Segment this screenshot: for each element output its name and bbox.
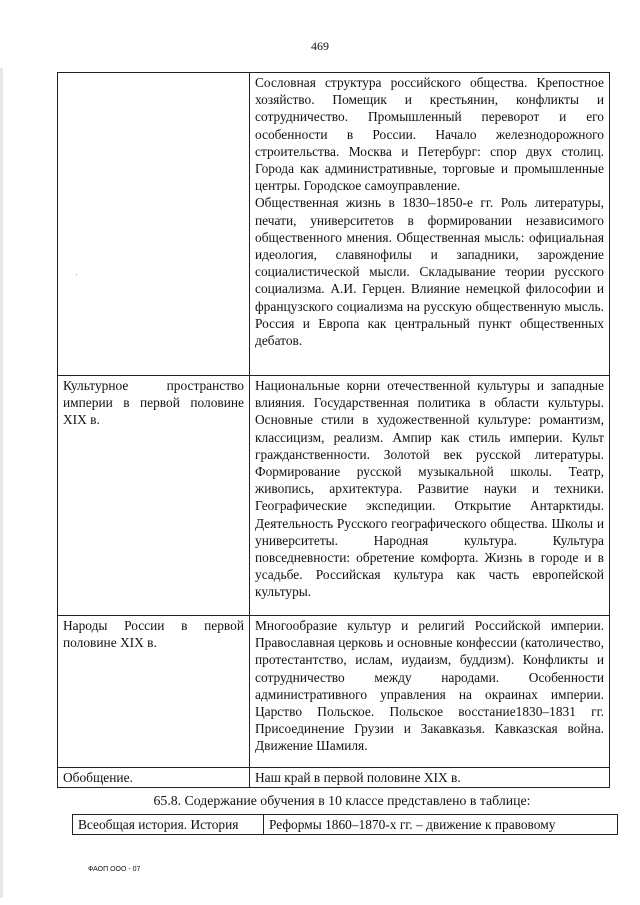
- next-table: [72, 814, 618, 835]
- content-paragraph: Многообразие культур и религий Российской империи. Православная церковь и основные конфессии (католичество, протестантство, ислам, иудаизм, буддизм). Конфликты и сотрудничество между народами. Особенности административного управления на окраинах империи. Царство Польское. Польское восстание1830–1831 гг. Присоединение Грузии и Закавказья. Кавказская война. Движение Шамиля.: [255, 618, 604, 754]
- table-row: [58, 768, 610, 788]
- table-row: [58, 616, 610, 768]
- table-row: [58, 376, 610, 616]
- content-cell: [250, 73, 610, 376]
- curriculum-table: [57, 72, 610, 788]
- content-cell: [250, 616, 610, 768]
- scan-edge: [0, 68, 3, 898]
- content-paragraph: Наш край в первой половине XIX в.: [255, 770, 461, 785]
- section-heading: 65.8. Содержание обучения в 10 классе представлено в таблице:: [153, 793, 531, 808]
- topic-cell: Всеобщая история. История: [73, 815, 264, 835]
- content-paragraph: Национальные корни отечественной культуры и западные влияния. Государственная политика в области культуры. Основные стили в художественной культуре: романтизм, классицизм, реализм. Ампир как стиль империи. Культ гражданственности. Золотой век русской литературы. Формирование русской музыкальной школы. Театр, живопись, архитектура. Развитие науки и техники. Географические экспедиции. Открытие Антарктиды. Деятельность Русского географического общества. Школы и университеты. Народная культура. Культура повседневности: обретение комфорта. Жизнь в городе и в усадьбе. Российская культура как часть европейской культуры.: [255, 378, 604, 600]
- table-row: [73, 815, 618, 835]
- content-paragraph: Сословная структура российского общества. Крепостное хозяйство. Помещик и крестьянин, конфликты и сотрудничество. Промышленный переворот и его особенности в России. Начало железнодорожного строительства. Москва и Петербург: спор двух столиц. Города как административные, торговые и промышленные центры. Городское самоуправление.: [255, 75, 604, 194]
- content-cell: [250, 376, 610, 616]
- document-code: ФАОП ООО - 07: [88, 866, 141, 873]
- topic-cell: [58, 73, 250, 376]
- content-cell: Реформы 1860–1870-х гг. – движение к правовому: [264, 815, 618, 835]
- topic-cell: Обобщение.: [58, 768, 250, 788]
- topic-cell: Культурное пространство империи в первой половине XIX в.: [58, 376, 250, 616]
- content-cell: [250, 768, 610, 788]
- topic-cell: Народы России в первой половине XIX в.: [58, 616, 250, 768]
- content-paragraph: Общественная жизнь в 1830–1850-е гг. Роль литературы, печати, университетов в формировании независимого общественного мнения. Общественная мысль: официальная идеология, славянофилы и западники, зарождение социалистической мысли. Складывание теории русского социализма. А.И. Герцен. Влияние немецкой философии и французского социализма на русскую общественную мысль. Россия и Европа как центральный пункт общественных дебатов.: [255, 195, 604, 349]
- page-number: 469: [311, 39, 329, 53]
- table-row: [58, 73, 610, 376]
